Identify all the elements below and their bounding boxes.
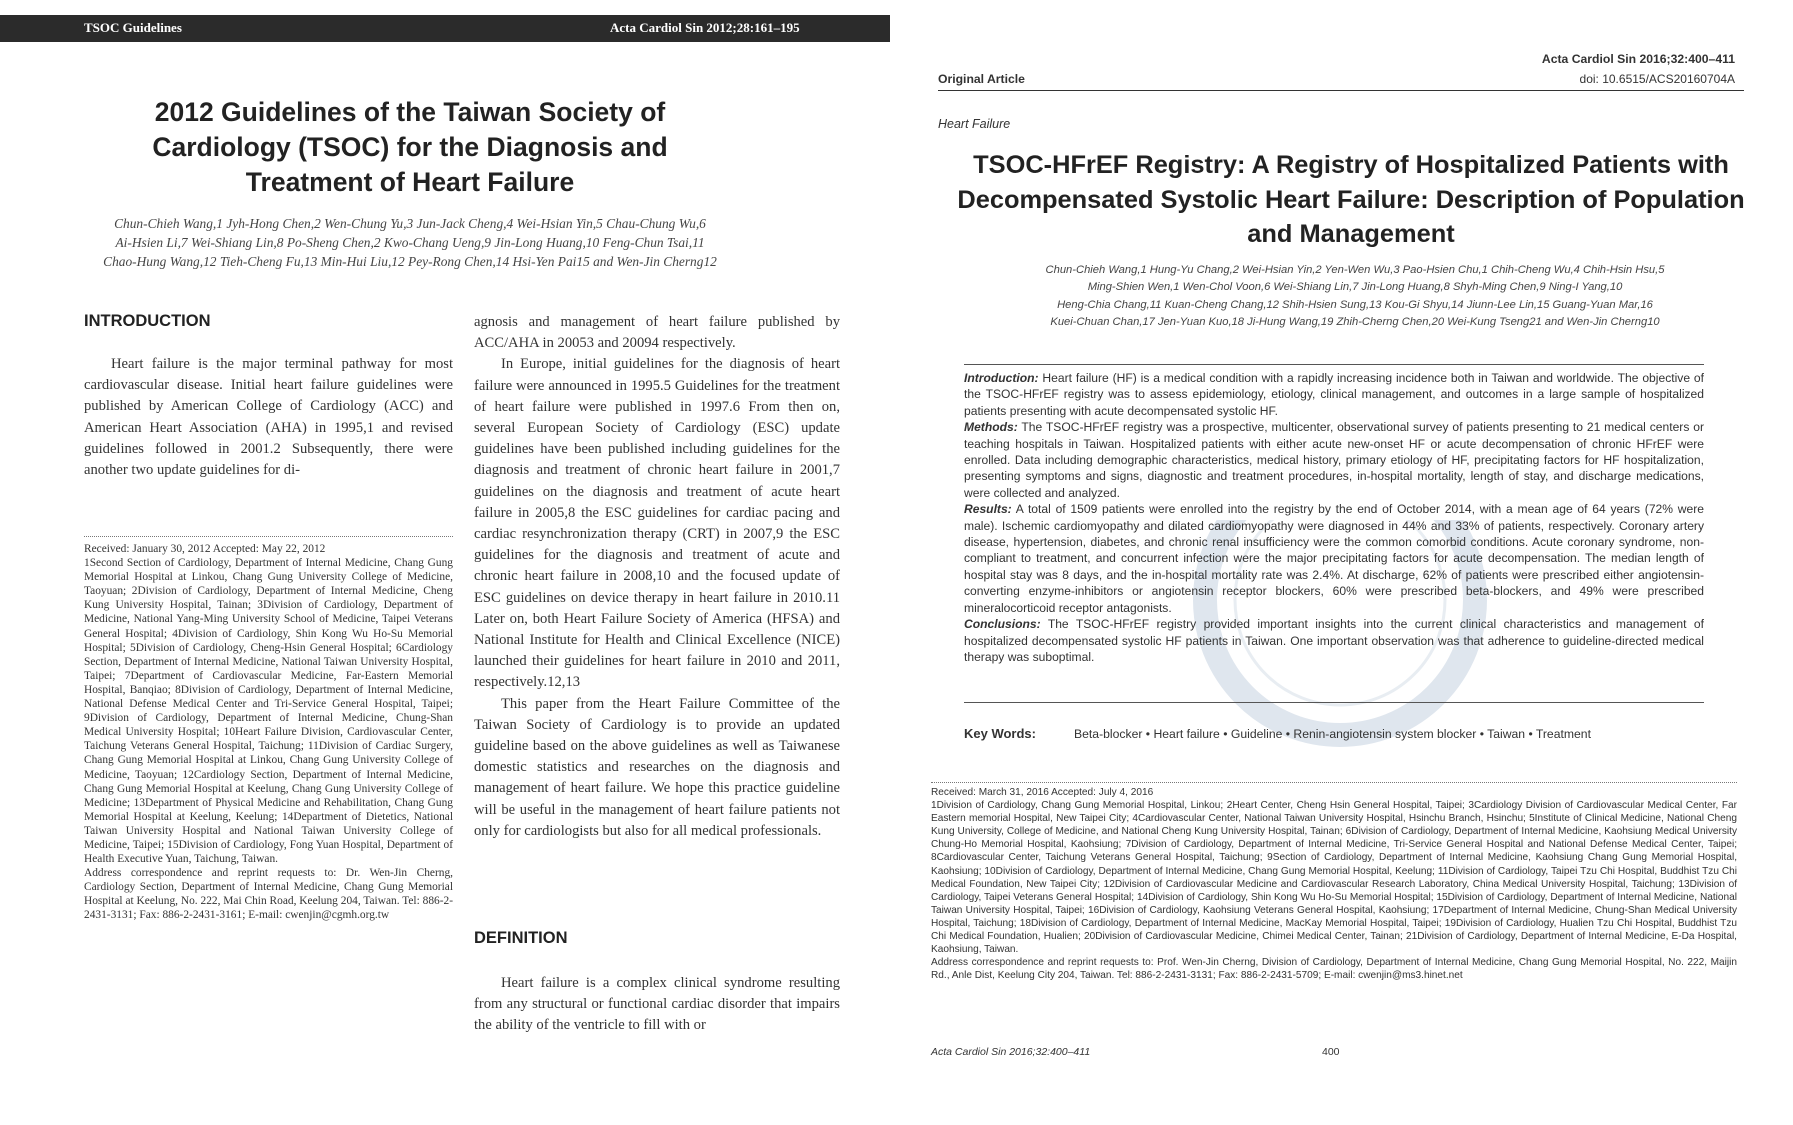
footnote-divider — [84, 536, 453, 537]
author-line: Ai-Hsien Li,7 Wei-Shiang Lin,8 Po-Sheng Chen,2 Kwo-Chang Ueng,9 Jin-Long Huang,10 Feng-Chun Tsai,11 — [115, 235, 705, 250]
author-list — [960, 262, 1750, 331]
abstract-methods: Methods: The TSOC-HFrEF registry was a prospective, multicenter, observational survey of patients presenting to 21 medical centers or teaching hospitals in Taiwan. Hospitalized patients with either acute new-onset HF or acute decompensation of chronic HFrEF were enrolled. Data including demographic characteristics, medical history, primary etiology of HF, precipitating factors for HF hospitalization, presenting symptoms and signs, diagnostic and treatment procedures, in-hospital mortality, length of stay, and discharge medications, were collected and analyzed. — [964, 420, 1704, 500]
column-two-body — [474, 312, 840, 842]
author-affiliations: 1Second Section of Cardiology, Department of Internal Medicine, Chang Gung Memorial Hospital at Linkou, Chang Gung University College of Medicine, Taoyuan; 2Division of Cardiology, Department of Internal Medicine, Cheng Kung University Hospital, Tainan; 3Division of Cardiology, Department of Medicine, National Yang-Ming University School of Medicine, Taipei Veterans General Hospital; 4Division of Cardiology, Shin Kong Wu Ho-Su Memorial Hospital; 5Division of Cardiology, Cheng-Hsin General Hospital; 6Cardiology Section, Department of Internal Medicine, National Taiwan University Hospital, Taipei; 7Department of Cardiovascular Medicine, Far-Eastern Memorial Hospital, Banqiao; 8Division of Cardiology, Department of Internal Medicine, National Defense Medical Center and Tri-Service General Hospital, Taipei; 9Division of Cardiology, Department of Internal Medicine, Chung-Shan Medical University Hospital; 10Heart Failure Division, Cardiovascular Center, Taichung Veterans General Hospital, Taichung; 11Division of Cardiac Surgery, Chang Gung Memorial Hospital at Linkou, Chang Gung University College of Medicine, Taoyuan; 12Cardiology Section, Department of Internal Medicine, Chang Gung Memorial Hospital at Keelung, Chang Gung University College of Medicine; 13Department of Physical Medicine and Rehabilitation, Chang Gung Memorial Hospital at Keelung, Keelung; 14Department of Dietetics, National Taiwan University Hospital and National Taiwan University College of Medicine, Taipei; 15Division of Cardiology, Fong Yuan Hospital, Department of Health Executive Yuan, Taichung, Taiwan. — [84, 557, 453, 866]
author-line: Kuei-Chuan Chan,17 Jen-Yuan Kuo,18 Ji-Hung Wang,19 Zhih-Cherng Chen,20 Wei-Kung Tseng21 and Wen-Jin Cherng10 — [1050, 315, 1660, 328]
section-label: Heart Failure — [938, 117, 1011, 131]
footer-citation: Acta Cardiol Sin 2016;32:400–411 — [931, 1046, 1091, 1058]
author-affiliations: 1Division of Cardiology, Chang Gung Memorial Hospital, Linkou; 2Heart Center, Cheng Hsin General Hospital, Taipei; 3Cardiology Division of Cardiovascular Medical Center, Far Eastern memorial Hospital, New Taipei City; 4Cardiovascular Center, National Taiwan University Hospital, Hsinchu Branch, Hsinchu; 5Institute of Clinical Medicine, National Cheng Kung University, College of Medicine, and National Cheng Kung University Hospital, Tainan; 6Division of Cardiology, Department of Internal Medicine, Kaohsiung Medical University Chung-Ho Memorial Hospital, Kaohsiung; 7Division of Cardiology, Department of Internal Medicine, Tri-Service General Hospital and National Defense Medical Center, Taipei; 8Cardiovascular Center, Taichung Veterans General Hospital, Taichung; 9Section of Cardiology, Department of Internal Medicine, Kaohsiung Chang Gung Memorial Hospital, Kaohsiung; 10Division of Cardiology, Department of Internal Medicine, Chang Gung Memorial Hospital, Keelung; 11Division of Cardiology, Taipei Tzu Chi Hospital, Buddhist Tzu Chi Medical Foundation, New Taipei City; 12Division of Cardiovascular Medicine and Cardiovascular Research Laboratory, China Medical University Hospital, Taichung; 13Division of Cardiology, Taipei Veterans General Hospital; 14Division of Cardiology, Shin Kong Wu Ho-Su Memorial Hospital; 15Division of Cardiology, Department of Internal Medicine, National Taiwan University Hospital, Taipei; 16Division of Cardiology, Kaohsiung Veterans General Hospital, Kaohsiung; 17Department of Internal Medicine, Chung-Shan Medical University Hospital, Taichung; 18Division of Cardiology, Department of Internal Medicine, MacKay Memorial Hospital, Taipei; 19Division of Cardiology, Hualien Tzu Chi Hospital, Buddhist Tzu Chi Medical Foundation, Hualien; 20Division of Cardiovascular Medicine, Chimei Medical Center, Tainan; 21Division of Cardiology, Department of Internal Medicine, E-Da Hospital, Kaohsiung, Taiwan. — [931, 800, 1737, 956]
keywords-list: Beta-blocker • Heart failure • Guideline • Renin-angiotensin system blocker • Taiwan • Treatment — [1074, 727, 1591, 741]
journal-citation: Acta Cardiol Sin 2016;32:400–411 — [1541, 52, 1735, 66]
journal-citation: Acta Cardiol Sin 2012;28:161–195 — [610, 20, 800, 35]
abstract-top-rule — [964, 364, 1704, 365]
header-rule — [938, 90, 1744, 91]
abstract-conclusions: Conclusions: The TSOC-HFrEF registry provided important insights into the current clinical characteristics and management of hospitalized decompensated systolic HF patients in Taiwan. One important observation was that adherence to guideline-directed medical therapy was suboptimal. — [964, 617, 1704, 664]
definition-body — [474, 973, 840, 1037]
author-line: Heng-Chia Chang,11 Kuan-Cheng Chang,12 Shih-Hsien Sung,13 Kou-Gi Shyu,14 Jiunn-Lee Lin,15 Guang-Yuan Mar,16 — [1057, 298, 1653, 311]
body-paragraph: In Europe, initial guidelines for the diagnosis of heart failure were announced in 1995.5 Guidelines for the treatment of heart failure were published in 1997.6 From then on, several European Society of Cardiology (ESC) update guidelines have been published including guidelines for the diagnosis and treatment of chronic heart failure in 2001,7 guidelines on the diagnosis and treatment of acute heart failure in 2005,8 the ESC guidelines for cardiac pacing and cardiac resynchronization therapy (CRT) in 2007,9 the ESC guidelines for the diagnosis and treatment of acute and chronic heart failure in 2008,10 and the focused update of ESC guidelines on device therapy in heart failure in 2010.11 Later on, both Heart Failure Society of America (HFSA) and National Institute for Health and Clinical Excellence (NICE) launched their guidelines for heart failure in 2010 and 2011, respectively.12,13 — [474, 356, 840, 691]
left-article-page — [0, 0, 890, 1125]
running-header-bar — [0, 15, 890, 42]
abstract-label: Methods: — [964, 420, 1018, 435]
definition-paragraph: Heart failure is a complex clinical syndrome resulting from any structural or functional cardiac disorder that impairs the ability of the ventricle to fill with or — [474, 975, 840, 1034]
author-line: Chao-Hung Wang,12 Tieh-Cheng Fu,13 Min-Hui Liu,12 Pey-Rong Chen,14 Hsi-Yen Pai15 and Wen-Jin Cherng12 — [103, 254, 717, 269]
abstract-bottom-rule — [964, 702, 1704, 703]
author-line: Chun-Chieh Wang,1 Hung-Yu Chang,2 Wei-Hsian Yin,2 Yen-Wen Wu,3 Pao-Hsien Chu,1 Chih-Cheng Wu,4 Chih-Hsin Hsu,5 — [1045, 264, 1665, 276]
footnote-divider — [931, 782, 1737, 783]
introduction-heading: INTRODUCTION — [84, 312, 211, 330]
author-line: Chun-Chieh Wang,1 Jyh-Hong Chen,2 Wen-Chung Yu,3 Jun-Jack Cheng,4 Wei-Hsian Yin,5 Chau-Chung Wu,6 — [114, 216, 706, 231]
body-paragraph: This paper from the Heart Failure Committee of the Taiwan Society of Cardiology is to provide an updated guideline based on the above guidelines as well as Taiwanese domestic statistics and researches on the diagnosis and management of heart failure. We hope this practice guideline will be useful in the management of heart failure patients not only for cardiologists but also for all medical professionals. — [474, 695, 840, 839]
abstract-results: Results: A total of 1509 patients were enrolled into the registry by the end of October 2014, with a mean age of 64 years (72% were male). Ischemic cardiomyopathy and dilated cardiomyopathy were diagnosed in 44% and 33% of patients, respectively. Coronary artery disease, hypertension, diabetes, and chronic renal insufficiency were the common comorbid conditions. Acute coronary syndrome, non-compliant to treatment, and concurrent infection were the major precipitating factors for acute decompensation. The median length of hospital stay was 8 days, and the in-hospital mortality rate was 2.4%. At discharge, 62% of patients were prescribed either angiotensin-converting enzyme-inhibitors or angiotensin receptor blockers, 60% were prescribed beta-blockers, and 49% were prescribed mineralocorticoid receptor antagonists. — [964, 502, 1704, 615]
keywords-label: Key Words: — [964, 726, 1036, 741]
abstract-introduction: Introduction: Heart failure (HF) is a medical condition with a rapidly increasing incidence both in Taiwan and worldwide. The objective of the TSOC-HFrEF registry was to assess epidemiology, etiology, clinical management, and outcomes in a large sample of hospitalized patients presenting with acute decompensated systolic HF. — [964, 371, 1704, 418]
article-title: 2012 Guidelines of the Taiwan Society of Cardiology (TSOC) for the Diagnosis and Treatment of Heart Failure — [152, 97, 668, 197]
received-accepted-dates: Received: March 31, 2016 Accepted: July 4, 2016 — [931, 787, 1154, 798]
correspondence-address: Address correspondence and reprint requests to: Dr. Wen-Jin Cherng, Cardiology Section, Department of Internal Medicine, Chang Gung Memorial Hospital at Keelung, No. 222, Mai Chin Road, Keelung 204, Taiwan. Tel: 886-2-2431-3131; Fax: 886-2-2431-3161; E-mail: cwenjin@cgmh.org.tw — [84, 867, 453, 922]
author-list — [90, 214, 730, 271]
abstract-label: Results: — [964, 502, 1012, 517]
author-line: Ming-Shien Wen,1 Wen-Chol Voon,6 Wei-Shiang Lin,7 Jin-Long Huang,8 Shyh-Ming Chen,9 Ning-I Yang,10 — [1087, 281, 1623, 294]
abstract — [964, 370, 1704, 665]
introduction-body — [84, 354, 453, 481]
definition-heading: DEFINITION — [474, 929, 568, 947]
doi: doi: 10.6515/ACS20160704A — [1579, 72, 1735, 86]
page-number: 400 — [1322, 1046, 1340, 1058]
running-head: TSOC Guidelines — [84, 20, 182, 35]
article-footnotes — [84, 542, 453, 923]
introduction-paragraph: Heart failure is the major terminal pathway for most cardiovascular disease. Initial heart failure guidelines were published by American College of Cardiology (ACC) and American Heart Association (AHA) in 1995,1 and revised guidelines followed in 2001.2 Subsequently, there were another two update guidelines for di- — [84, 356, 453, 479]
article-title: TSOC-HFrEF Registry: A Registry of Hospitalized Patients with Decompensated Systolic Heart Failure: Description of Population and Management — [957, 151, 1745, 248]
body-paragraph: agnosis and management of heart failure published by ACC/AHA in 20053 and 20094 respectively. — [474, 314, 840, 352]
article-footnotes — [931, 786, 1737, 982]
abstract-label: Introduction: — [964, 371, 1039, 385]
received-accepted-dates: Received: January 30, 2012 Accepted: May 22, 2012 — [84, 543, 326, 555]
article-type: Original Article — [938, 72, 1025, 86]
abstract-label: Conclusions: — [964, 617, 1041, 632]
correspondence-address: Address correspondence and reprint requests to: Prof. Wen-Jin Cherng, Division of Cardiology, Department of Internal Medicine, Chang Gung Memorial Hospital, No. 222, Maijin Rd., Anle Dist, Keelung City 204, Taiwan. Tel: 886-2-2431-3131; Fax: 886-2-2431-5709; E-mail: cwenjin@ms3.hinet.net — [931, 957, 1737, 982]
